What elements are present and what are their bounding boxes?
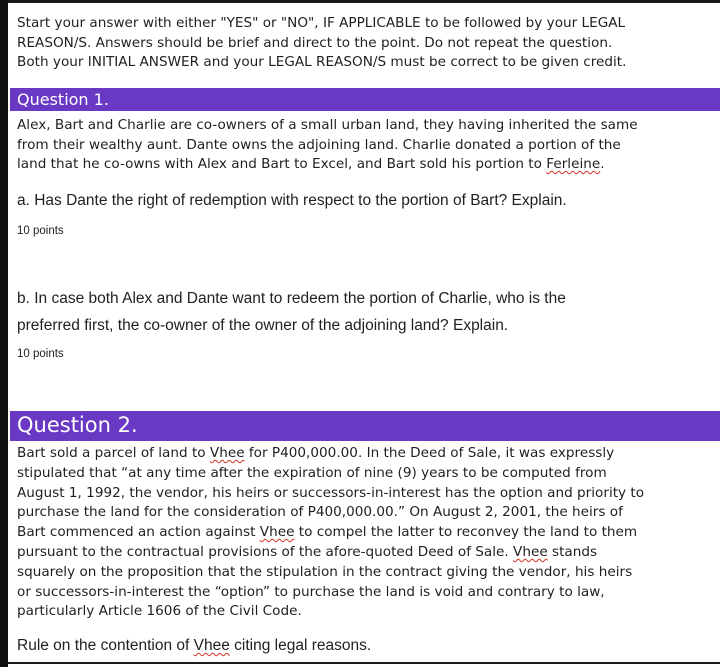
prompt-text: Rule on the contention of bbox=[17, 637, 194, 654]
instructions-line: REASON/S. Answers should be brief and direct to the point. Do not repeat the question. bbox=[17, 34, 613, 51]
q2-text: pursuant to the contractual provisions of the afore-quoted Deed of Sale. bbox=[17, 543, 514, 560]
q2-text: for P400,000.00. In the Deed of Sale, it was expressly bbox=[244, 445, 615, 461]
q2-text: Bart commenced an action against bbox=[17, 524, 260, 541]
question-1-line-text: land that he co-owns with Alex and Bart to Excel, and Bart sold his portion to bbox=[17, 156, 547, 172]
question-2-line: or successors-in-interest the “option” to purchase the land is void and contrary to law, bbox=[17, 583, 605, 600]
question-1b bbox=[17, 285, 717, 339]
question-2-title: Question 2. bbox=[17, 413, 138, 437]
question-2-line bbox=[17, 543, 717, 563]
question-1-line: from their wealthy aunt. Dante owns the adjoining land. Charlie donated a portion of the bbox=[17, 136, 621, 153]
question-2-header bbox=[10, 411, 720, 441]
left-edge bbox=[0, 0, 8, 667]
question-1b-line: preferred first, the co-owner of the owner of the adjoining land? Explain. bbox=[17, 317, 509, 334]
instructions-line: Both your INITIAL ANSWER and your LEGAL REASON/S must be correct to be given credit. bbox=[17, 54, 627, 70]
q2-text: Bart sold a parcel of land to bbox=[17, 445, 210, 461]
question-1-line: Alex, Bart and Charlie are co-owners of a small urban land, they having inherited the same bbox=[17, 117, 638, 133]
points-label: 10 points bbox=[17, 225, 64, 237]
question-1-line bbox=[17, 155, 717, 175]
points-label: 10 points bbox=[17, 348, 64, 360]
question-1b-line: b. In case both Alex and Dante want to redeem the portion of Charlie, who is the bbox=[17, 290, 566, 307]
spellcheck-word[interactable]: Vhee bbox=[513, 543, 548, 560]
top-border bbox=[8, 0, 720, 3]
spellcheck-word[interactable]: Vhee bbox=[193, 637, 230, 654]
question-1-header bbox=[10, 88, 720, 111]
spellcheck-word[interactable]: Ferleine bbox=[546, 156, 601, 172]
prompt-text: citing legal reasons. bbox=[229, 637, 372, 654]
question-1-title: Question 1. bbox=[17, 90, 109, 109]
question-2-line: stipulated that “at any time after the expiration of nine (9) years to be computed from bbox=[17, 464, 607, 481]
question-2-line: purchase the land for the consideration of P400,000.00.” On August 2, 2001, the heirs of bbox=[17, 504, 623, 521]
spellcheck-word[interactable]: Vhee bbox=[259, 524, 295, 541]
question-2-line bbox=[17, 523, 717, 543]
spellcheck-word[interactable]: Vhee bbox=[209, 445, 245, 461]
bottom-border bbox=[8, 662, 720, 664]
question-2-line: particularly Article 1606 of the Civil Code. bbox=[17, 603, 302, 620]
answer-instructions bbox=[17, 14, 717, 73]
question-2-line: August 1, 1992, the vendor, his heirs or successors-in-interest has the option and priority to bbox=[17, 484, 645, 501]
instructions-line: Start your answer with either "YES" or "NO", IF APPLICABLE to be followed by your LEGAL bbox=[17, 15, 626, 31]
q2-text: stands bbox=[547, 543, 598, 560]
question-2-line: squarely on the proposition that the stipulation in the contract giving the vendor, his heirs bbox=[17, 563, 633, 580]
question-1-text bbox=[17, 116, 717, 175]
question-2-text bbox=[17, 444, 717, 622]
question-2-prompt bbox=[17, 637, 717, 655]
question-1-line-end: . bbox=[600, 156, 605, 172]
q2-text: to compel the latter to reconvey the land to them bbox=[294, 524, 638, 541]
question-1a: a. Has Dante the right of redemption with respect to the portion of Bart? Explain. bbox=[17, 192, 567, 209]
question-2-line bbox=[17, 444, 717, 464]
